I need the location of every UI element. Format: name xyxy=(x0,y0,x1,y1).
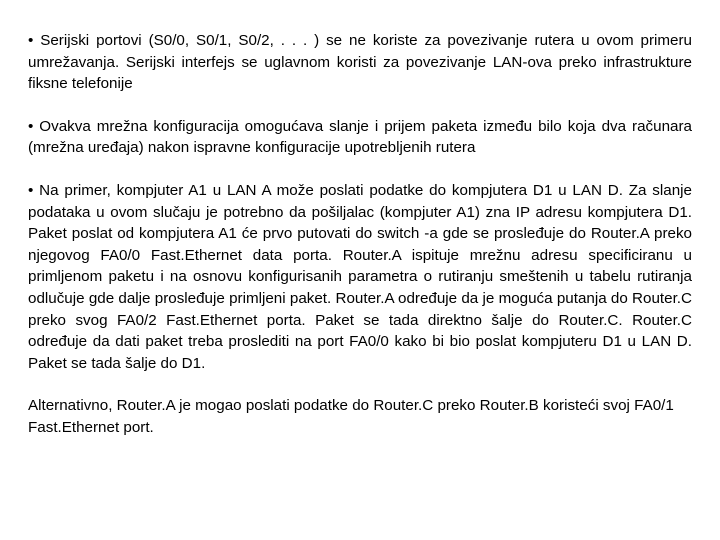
slide-content xyxy=(28,30,692,460)
paragraph-alternative-route: Alternativno, Router.A je mogao poslati podatke do Router.C preko Router.B koristeći svoj FA0/1 Fast.Ethernet port. xyxy=(28,397,674,436)
paragraph-network-configuration: • Ovakva mrežna konfiguracija omogućava slanje i prijem paketa između bilo koja dva računara (mrežna uređaja) nakon ispravne konfiguracije upotrebljenih rutera xyxy=(28,117,692,157)
paragraph-serial-ports: • Serijski portovi (S0/0, S0/1, S0/2, . . . ) se ne koriste za povezivanje rutera u ovom primeru umrežavanja. Serijski interfejs se uglavnom koristi za povezivanje LAN-ova preko infrastrukture fiksne telefonije xyxy=(28,32,692,93)
paragraph-routing-example: • Na primer, kompjuter A1 u LAN A može poslati podatke do kompjutera D1 u LAN D. Za slanje podataka u ovom slučaju je potrebno da pošiljalac (kompjuter A1) zna IP adresu kompjutera D1. Paket poslat od kompjutera A1 će prvo putovati do switch -a gde se prosleđuje do Router.A preko njegovog FA0/0 Fast.Ethernet data porta. Router.A ispituje mrežnu adresu specificiranu u primljenom paketu i na osnovu konfigurisanih parametra o rutiranju smeštenih u tabelu rutiranja odlučuje gde dalje prosleđuje primljeni paket. Router.A određuje da je moguća putanja do Router.C preko svog FA0/2 Fast.Ethernet porta. Paket se tada direktno šalje do Router.C. Router.C određuje da dati paket treba proslediti na port FA0/0 kako bi bio poslat kompjuteru D1 u LAN D. Paket se tada šalje do D1. xyxy=(28,181,692,372)
